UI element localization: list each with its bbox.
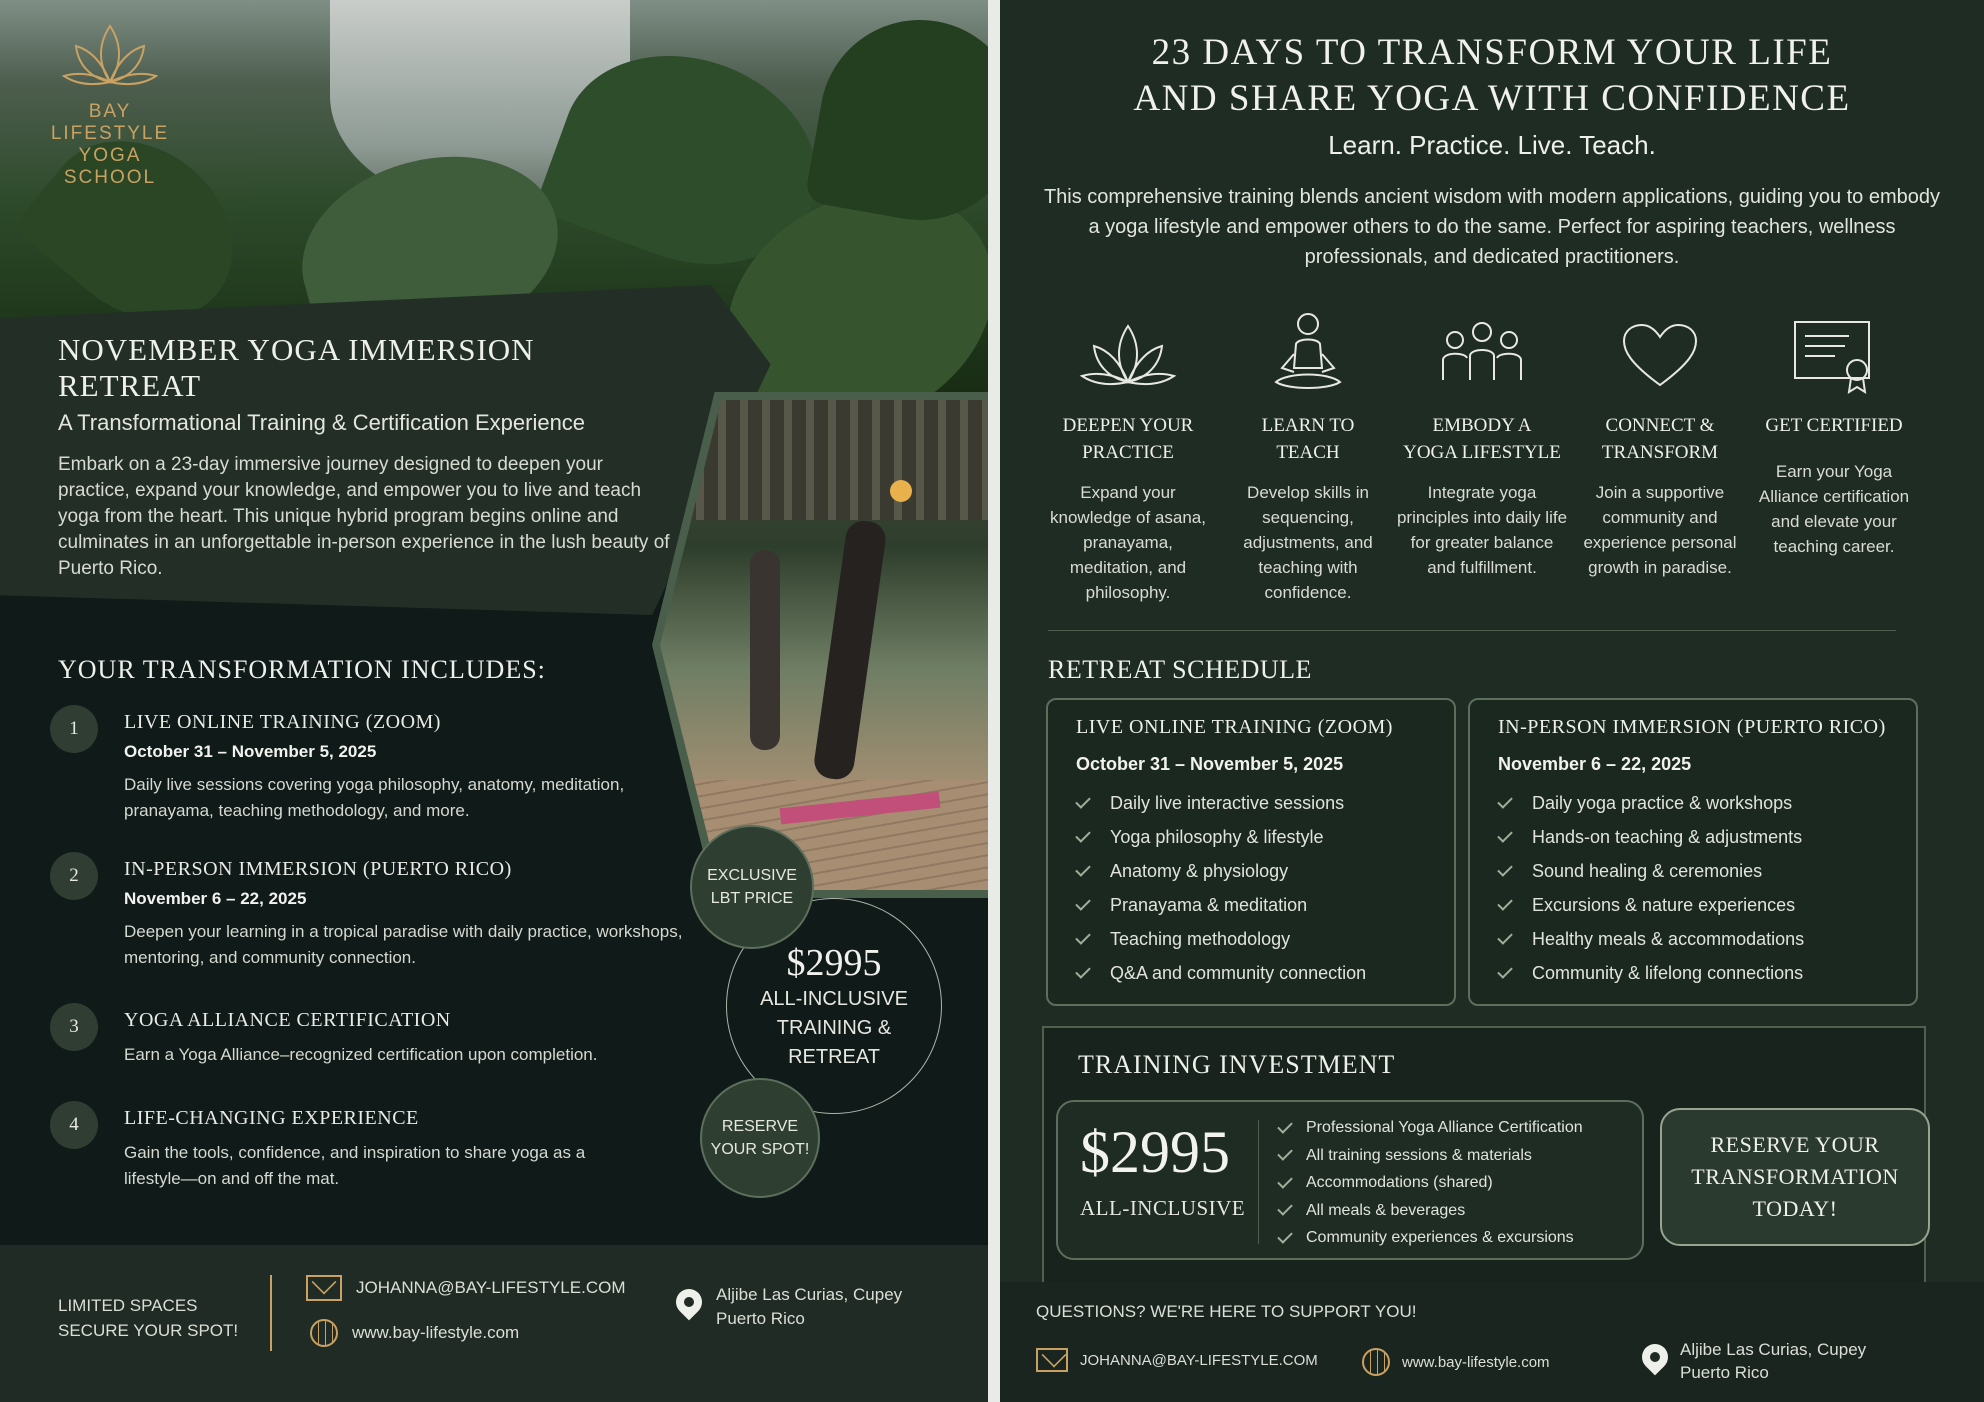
school-logo	[48, 18, 172, 189]
list-item-text: Daily yoga practice & workshops	[1532, 793, 1793, 813]
pillar-title-line: CONNECT &	[1605, 415, 1715, 436]
meditation-icon	[1268, 310, 1348, 402]
list-item-text: Sound healing & ceremonies	[1532, 861, 1763, 881]
list-item-text: Healthy meals & accommodations	[1532, 929, 1805, 949]
address-line: Aljibe Las Curias, Cupey	[716, 1285, 903, 1304]
item-title: LIVE ONLINE TRAINING (ZOOM)	[124, 711, 441, 733]
pillar-title-line: LEARN TO	[1261, 415, 1355, 436]
list-item	[1278, 1142, 1583, 1170]
community-icon	[1437, 316, 1527, 396]
headline-line: 23 DAYS TO TRANSFORM YOUR LIFE	[1151, 32, 1833, 73]
pillar-title-line: EMBODY A	[1432, 415, 1532, 436]
lotus-logo-icon	[62, 18, 158, 96]
training-intro: This comprehensive training blends ancient wisdom with modern applications, guiding you to embody a yoga lifestyle and empower others to do the same. Perfect for aspiring teachers, wellness professionals, and dedicated practitioners.	[1043, 186, 1941, 268]
yoga-class-photo	[660, 400, 988, 890]
reserve-line: YOUR SPOT!	[710, 1141, 810, 1158]
retreat-subtitle: A Transformational Training & Certification Experience	[58, 410, 586, 435]
list-item	[1278, 1169, 1583, 1197]
right-footer	[1000, 1282, 1984, 1402]
tagline: Learn. Practice. Live. Teach.	[1328, 130, 1656, 160]
price-label-line: ALL-INCLUSIVE	[760, 987, 908, 1010]
schedule-list	[1498, 786, 1804, 990]
logo-line: YOGA	[78, 145, 142, 166]
list-item	[1076, 956, 1366, 990]
footer-divider	[270, 1275, 272, 1351]
lotus-icon	[1078, 316, 1178, 396]
check-icon	[1075, 793, 1091, 809]
mail-icon	[306, 1275, 342, 1301]
item-number: 1	[50, 705, 98, 753]
investment-divider	[1258, 1120, 1259, 1244]
location-pin-icon	[671, 1284, 708, 1321]
check-icon	[1277, 1228, 1293, 1244]
pillar-description: Earn your Yoga Alliance certification and elevate your teaching career.	[1758, 462, 1910, 556]
globe-icon	[1362, 1348, 1390, 1376]
website-link[interactable]	[1362, 1348, 1550, 1376]
price-value: $2995	[786, 941, 882, 984]
section-divider	[1048, 630, 1896, 631]
support-text: QUESTIONS? WE'RE HERE TO SUPPORT YOU!	[1036, 1302, 1417, 1321]
item-number: 3	[50, 1003, 98, 1051]
badge-line: EXCLUSIVE	[707, 867, 797, 884]
item-title: IN-PERSON IMMERSION (PUERTO RICO)	[124, 858, 512, 880]
item-title: LIFE-CHANGING EXPERIENCE	[124, 1107, 419, 1129]
foliage-shape	[804, 4, 988, 236]
list-item-text: Pranayama & meditation	[1110, 895, 1308, 915]
check-icon	[1497, 861, 1513, 877]
list-item	[1076, 888, 1366, 922]
item-description: Daily live sessions covering yoga philosophy, anatomy, meditation, pranayama, teaching methodology, and more.	[124, 775, 625, 820]
mail-icon	[1036, 1348, 1068, 1372]
investment-heading: TRAINING INVESTMENT	[1078, 1050, 1396, 1079]
pillar-learn-teach	[1222, 308, 1394, 605]
schedule-heading: RETREAT SCHEDULE	[1048, 655, 1312, 684]
list-item-text: All meals & beverages	[1306, 1201, 1466, 1219]
list-item	[1076, 820, 1366, 854]
list-item	[1498, 922, 1804, 956]
globe-icon	[310, 1319, 338, 1347]
reserve-spot-button[interactable]	[700, 1078, 820, 1198]
investment-price: $2995	[1080, 1119, 1230, 1185]
address-block	[1642, 1338, 1866, 1384]
investment-label: ALL-INCLUSIVE	[1080, 1196, 1246, 1220]
item-description: Deepen your learning in a tropical paradise with daily practice, workshops, mentoring, and community connection.	[124, 922, 683, 967]
list-item-text: Accommodations (shared)	[1306, 1174, 1493, 1191]
list-item	[1498, 888, 1804, 922]
right-flyer-page	[1000, 0, 1984, 1402]
logo-line: SCHOOL	[63, 167, 157, 188]
check-icon	[1497, 963, 1513, 979]
item-date: November 6 – 22, 2025	[124, 889, 307, 908]
list-item-text: Daily live interactive sessions	[1110, 793, 1345, 813]
schedule-card-title: IN-PERSON IMMERSION (PUERTO RICO)	[1498, 716, 1886, 738]
price-label-line: RETREAT	[788, 1045, 880, 1068]
price-label-line: TRAINING &	[776, 1016, 892, 1039]
website-text: www.bay-lifestyle.com	[1402, 1353, 1550, 1371]
email-contact[interactable]	[1036, 1348, 1318, 1372]
schedule-card-date: November 6 – 22, 2025	[1498, 754, 1692, 774]
pillar-description: Expand your knowledge of asana, pranayama, meditation, and philosophy.	[1050, 483, 1206, 602]
cta-line: RESERVE YOUR	[1710, 1132, 1880, 1157]
list-item	[1278, 1114, 1583, 1142]
item-number: 2	[50, 852, 98, 900]
list-item-text: Yoga philosophy & lifestyle	[1110, 827, 1324, 847]
pillar-title	[1574, 412, 1746, 466]
website-link[interactable]	[310, 1319, 519, 1347]
heart-icon	[1620, 321, 1700, 391]
pillar-title	[1748, 412, 1920, 439]
pillar-title-line: PRACTICE	[1082, 442, 1174, 463]
headline-line: AND SHARE YOGA WITH CONFIDENCE	[1133, 78, 1851, 119]
includes-heading: YOUR TRANSFORMATION INCLUDES:	[58, 655, 546, 684]
pillar-embody-lifestyle	[1396, 308, 1568, 580]
pillar-description: Integrate yoga principles into daily life for greater balance and fulfillment.	[1396, 483, 1568, 577]
pillar-title-line: GET CERTIFIED	[1765, 415, 1903, 436]
pillar-description: Join a supportive community and experience personal growth in paradise.	[1583, 483, 1737, 577]
investment-list	[1278, 1114, 1583, 1252]
limited-line: SECURE YOUR SPOT!	[58, 1321, 239, 1340]
schedule-card-title: LIVE ONLINE TRAINING (ZOOM)	[1076, 716, 1393, 738]
location-pin-icon	[1637, 1339, 1674, 1376]
logo-line: LIFESTYLE	[50, 123, 170, 144]
list-item-text: Anatomy & physiology	[1110, 861, 1289, 881]
list-item-text: Community experiences & excursions	[1306, 1229, 1574, 1246]
list-item-text: Hands-on teaching & adjustments	[1532, 827, 1803, 847]
item-number: 4	[50, 1101, 98, 1149]
email-text: JOHANNA@BAY-LIFESTYLE.COM	[1080, 1351, 1318, 1369]
check-icon	[1277, 1200, 1293, 1216]
cta-line: TODAY!	[1752, 1196, 1838, 1221]
item-date: October 31 – November 5, 2025	[124, 742, 377, 761]
item-description: Gain the tools, confidence, and inspiration to share yoga as a lifestyle—on and off the mat.	[124, 1143, 586, 1188]
list-item	[1278, 1224, 1583, 1252]
list-item	[1076, 922, 1366, 956]
address-block	[676, 1283, 902, 1331]
certificate-icon	[1789, 316, 1879, 396]
schedule-list	[1076, 786, 1366, 990]
check-icon	[1075, 895, 1091, 911]
pillar-title-line: YOGA LIFESTYLE	[1403, 442, 1561, 463]
list-item	[1498, 854, 1804, 888]
schedule-card-in-person	[1468, 698, 1918, 1006]
list-item-text: Excursions & nature experiences	[1532, 895, 1796, 915]
pillar-title-line: TEACH	[1276, 442, 1340, 463]
cta-line: TRANSFORMATION	[1691, 1164, 1899, 1189]
main-headline	[1000, 30, 1984, 122]
left-footer	[0, 1245, 988, 1402]
badge-line: LBT PRICE	[710, 890, 794, 907]
limited-spaces-text	[58, 1293, 238, 1343]
address-line: Puerto Rico	[716, 1309, 805, 1328]
schedule-card-date: October 31 – November 5, 2025	[1076, 754, 1344, 774]
limited-line: LIMITED SPACES	[58, 1296, 198, 1315]
retreat-title: NOVEMBER YOGA IMMERSION RETREAT	[58, 332, 535, 403]
list-item	[1278, 1197, 1583, 1225]
address-line: Aljibe Las Curias, Cupey	[1680, 1340, 1867, 1359]
retreat-intro: Embark on a 23-day immersive journey designed to deepen your practice, expand your knowledge, and empower you to live and teach yoga from the heart. This unique hybrid program begins online and culminates in an unforgettable in-person experience in the lush beauty of Puerto Rico.	[58, 454, 670, 579]
list-item	[1498, 956, 1804, 990]
exclusive-badge	[690, 825, 814, 949]
list-item-text: Professional Yoga Alliance Certification	[1306, 1119, 1583, 1136]
check-icon	[1277, 1173, 1293, 1189]
list-item-text: Community & lifelong connections	[1532, 963, 1804, 983]
pillar-title	[1042, 412, 1214, 466]
pillar-description: Develop skills in sequencing, adjustments, and teaching with confidence.	[1243, 483, 1373, 602]
check-icon	[1075, 861, 1091, 877]
check-icon	[1075, 827, 1091, 843]
list-item-text: Q&A and community connection	[1110, 963, 1367, 983]
check-icon	[1277, 1118, 1293, 1134]
investment-section	[1042, 1026, 1926, 1286]
check-icon	[1075, 929, 1091, 945]
pillar-get-certified	[1748, 308, 1920, 559]
list-item	[1498, 786, 1804, 820]
address-line: Puerto Rico	[1680, 1363, 1769, 1382]
check-icon	[1497, 895, 1513, 911]
check-icon	[1075, 963, 1091, 979]
intro-section	[58, 332, 678, 582]
pillar-title	[1396, 412, 1568, 466]
item-title: YOGA ALLIANCE CERTIFICATION	[124, 1009, 451, 1031]
list-item	[1076, 786, 1366, 820]
left-flyer-page	[0, 0, 988, 1402]
item-description: Earn a Yoga Alliance–recognized certification upon completion.	[124, 1045, 598, 1064]
investment-card	[1056, 1100, 1644, 1260]
logo-line: BAY	[88, 101, 132, 122]
reserve-line: RESERVE	[721, 1118, 799, 1135]
pillar-title-line: DEEPEN YOUR	[1062, 415, 1194, 436]
pillar-deepen-practice	[1042, 308, 1214, 605]
pillar-title-line: TRANSFORM	[1601, 442, 1719, 463]
check-icon	[1497, 793, 1513, 809]
check-icon	[1277, 1145, 1293, 1161]
list-item	[1076, 854, 1366, 888]
check-icon	[1497, 827, 1513, 843]
list-item	[1498, 820, 1804, 854]
list-item-text: Teaching methodology	[1110, 929, 1291, 949]
pillars-row	[1042, 308, 1942, 608]
schedule-card-online	[1046, 698, 1456, 1006]
pillar-title	[1222, 412, 1394, 466]
pillar-connect-transform	[1574, 308, 1746, 580]
email-contact[interactable]	[306, 1275, 626, 1301]
email-text: JOHANNA@BAY-LIFESTYLE.COM	[356, 1278, 626, 1297]
check-icon	[1497, 929, 1513, 945]
website-text: www.bay-lifestyle.com	[352, 1323, 520, 1342]
list-item-text: All training sessions & materials	[1306, 1146, 1532, 1164]
reserve-transformation-button[interactable]	[1660, 1108, 1930, 1246]
